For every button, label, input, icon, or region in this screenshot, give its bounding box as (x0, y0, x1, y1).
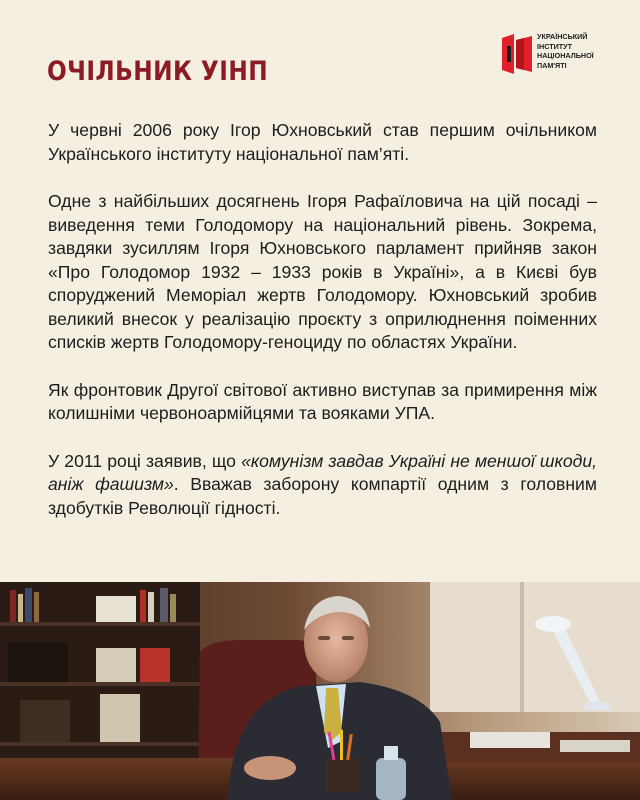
quote-text: «комунізм завдав Україні не меншої шкоди, аніж фашизм» (48, 450, 597, 494)
quote-intro: У 2011 році заявив, що (48, 450, 242, 471)
paragraph-appointment: У червні 2006 року Ігор Юхновський став першим очільником Українського інституту національної пам’яті. (48, 120, 597, 164)
portrait-photo (0, 582, 640, 800)
paragraph-communism (48, 450, 597, 521)
page-title: ОЧІЛЬНИК УІНП (47, 56, 269, 87)
logo-line: НАЦІОНАЛЬНОЇ (537, 51, 594, 61)
article-body (48, 119, 597, 544)
logo-mark-icon (502, 34, 532, 74)
logo-line: ПАМ'ЯТІ (537, 60, 567, 70)
institute-logo (502, 32, 612, 76)
logo-line: УКРАЇНСЬКИЙ (537, 32, 588, 41)
logo-text (537, 32, 594, 70)
logo-line: ІНСТИТУТ (537, 41, 573, 51)
paragraph-veteran: Як фронтовик Другої світової активно виступав за примирення між колишніми червоноармійцями та вояками УПА. (48, 379, 597, 423)
quote-outro: . Вважав заборону компартії одним з головним здобутків Революції гідності. (48, 474, 597, 518)
office-scene-image (0, 582, 640, 800)
paragraph-holodomor: Одне з найбільших досягнень Ігоря Рафаїловича на цій посаді – виведення теми Голодомору на національний рівень. Зокрема, завдяки зусиллям Ігоря Юхновського парламент прийняв закон «Про Голодомор 1932 – 1933 років в Україні», а в Києві був споруджений Меморіал жертв Голодомору. Юхновський зробив великий внесок у реалізацію проєкту з оприлюднення поіменних списків жертв Голодомору-геноциду по областях України. (48, 191, 597, 352)
